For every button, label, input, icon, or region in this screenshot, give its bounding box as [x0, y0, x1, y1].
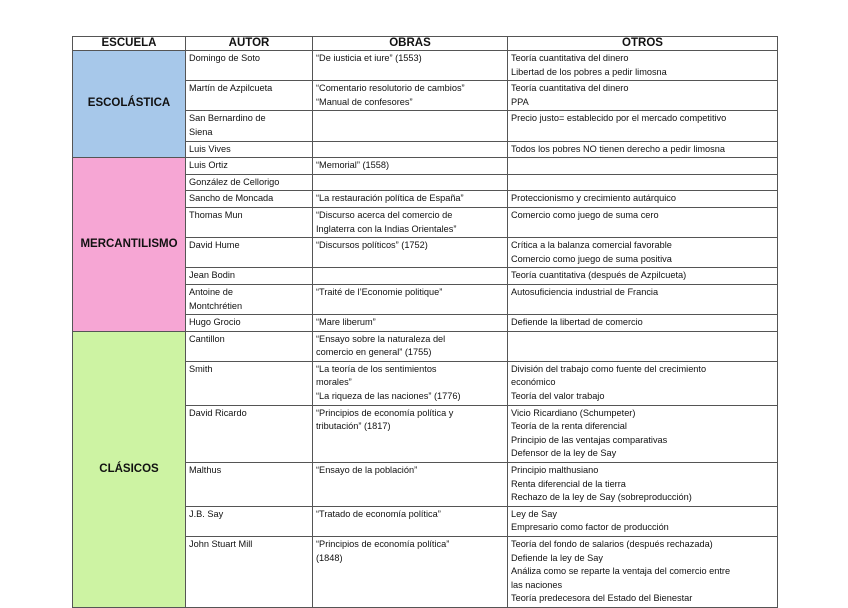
- other-line: Teoría cuantitativa del dinero: [511, 83, 629, 94]
- others-cell: [508, 207, 778, 237]
- author-line: Hugo Grocio: [189, 317, 241, 328]
- table-row: [73, 51, 778, 81]
- other-line: Defiende la libertad de comercio: [511, 317, 643, 328]
- table-row: [73, 158, 778, 175]
- others-cell: [508, 51, 778, 81]
- author-cell: [186, 405, 313, 462]
- work-line: “La riqueza de las naciones” (1776): [316, 391, 461, 402]
- work-line: “Ensayo sobre la naturaleza del: [316, 333, 446, 344]
- works-cell: [313, 51, 508, 81]
- others-cell: [508, 81, 778, 111]
- author-cell: [186, 207, 313, 237]
- author-line: Siena: [189, 126, 213, 137]
- other-line: Análiza como se reparte la ventaja del comercio entre: [511, 566, 731, 577]
- works-cell: [313, 537, 508, 608]
- author-line: Malthus: [189, 465, 222, 476]
- other-line: Rechazo de la ley de Say (sobreproducción): [511, 492, 692, 503]
- others-cell: [508, 191, 778, 208]
- author-line: Jean Bodin: [189, 270, 235, 281]
- others-cell: [508, 315, 778, 332]
- other-line: económico: [511, 377, 556, 388]
- author-cell: [186, 51, 313, 81]
- work-line: “Comentario resolutorio de cambios”: [316, 83, 465, 94]
- others-cell: [508, 268, 778, 285]
- school-name: MERCANTILISMO: [73, 158, 186, 332]
- work-line: “Memorial” (1558): [316, 160, 390, 171]
- author-line: Smith: [189, 363, 213, 374]
- author-line: Cantillon: [189, 333, 225, 344]
- others-cell: [508, 331, 778, 361]
- work-line: “Discursos políticos” (1752): [316, 240, 428, 251]
- works-cell: [313, 111, 508, 141]
- other-line: Teoría cuantitativa del dinero: [511, 53, 629, 63]
- other-line: Teoría predecesora del Estado del Bienestar: [511, 593, 693, 604]
- author-cell: [186, 284, 313, 314]
- other-line: Principio malthusiano: [511, 465, 599, 476]
- other-line: División del trabajo como fuente del crecimiento: [511, 363, 707, 374]
- author-cell: [186, 331, 313, 361]
- others-cell: [508, 361, 778, 405]
- work-line: “La restauración política de España”: [316, 193, 464, 204]
- work-line: Inglaterra con la Indias Orientales”: [316, 223, 457, 234]
- works-cell: [313, 315, 508, 332]
- other-line: Defensor de la ley de Say: [511, 448, 617, 459]
- works-cell: [313, 361, 508, 405]
- author-cell: [186, 537, 313, 608]
- other-line: Teoría del fondo de salarios (después rechazada): [511, 539, 713, 549]
- work-line: “De iusticia et iure” (1553): [316, 53, 422, 63]
- table-row: [73, 331, 778, 361]
- author-line: Montchrétien: [189, 300, 243, 311]
- header-row: [73, 37, 778, 51]
- author-cell: [186, 141, 313, 158]
- other-line: PPA: [511, 96, 529, 107]
- other-line: Ley de Say: [511, 508, 557, 519]
- header-otros: OTROS: [508, 37, 778, 51]
- other-line: Proteccionismo y crecimiento autárquico: [511, 193, 676, 204]
- author-cell: [186, 191, 313, 208]
- author-line: Martín de Azpilcueta: [189, 83, 273, 94]
- work-line: “Ensayo de la población”: [316, 465, 418, 476]
- others-cell: [508, 284, 778, 314]
- other-line: Teoría cuantitativa (después de Azpilcueta): [511, 270, 687, 281]
- work-line: “La teoría de los sentimientos: [316, 363, 437, 374]
- other-line: Principio de las ventajas comparativas: [511, 434, 668, 445]
- other-line: Teoría de la renta diferencial: [511, 421, 627, 432]
- author-line: Thomas Mun: [189, 209, 243, 220]
- works-cell: [313, 331, 508, 361]
- others-cell: [508, 463, 778, 507]
- works-cell: [313, 174, 508, 191]
- other-line: Todos los pobres NO tienen derecho a pedir limosna: [511, 143, 725, 154]
- work-line: “Tratado de economía política”: [316, 508, 441, 519]
- author-cell: [186, 463, 313, 507]
- school-name: CLÁSICOS: [73, 331, 186, 607]
- others-cell: [508, 506, 778, 536]
- other-line: Crítica a la balanza comercial favorable: [511, 240, 672, 251]
- author-line: Sancho de Moncada: [189, 193, 274, 204]
- works-cell: [313, 141, 508, 158]
- other-line: Precio justo= establecido por el mercado competitivo: [511, 113, 727, 124]
- works-cell: [313, 506, 508, 536]
- other-line: las naciones: [511, 579, 563, 590]
- author-cell: [186, 81, 313, 111]
- author-line: John Stuart Mill: [189, 539, 253, 549]
- other-line: Libertad de los pobres a pedir limosna: [511, 66, 667, 77]
- header-obras: OBRAS: [313, 37, 508, 51]
- works-cell: [313, 238, 508, 268]
- work-line: “Principios de economía política y: [316, 407, 454, 418]
- others-cell: [508, 141, 778, 158]
- other-line: Comercio como juego de suma cero: [511, 209, 659, 220]
- work-line: “Principios de economía política”: [316, 539, 450, 549]
- other-line: Vicio Ricardiano (Schumpeter): [511, 407, 636, 418]
- schools-table: [72, 36, 778, 608]
- header-escuela: ESCUELA: [73, 37, 186, 51]
- author-line: San Bernardino de: [189, 113, 266, 124]
- author-cell: [186, 238, 313, 268]
- works-cell: [313, 81, 508, 111]
- author-cell: [186, 158, 313, 175]
- author-cell: [186, 111, 313, 141]
- school-name: ESCOLÁSTICA: [73, 51, 186, 158]
- author-line: J.B. Say: [189, 508, 224, 519]
- author-cell: [186, 315, 313, 332]
- others-cell: [508, 238, 778, 268]
- other-line: Comercio como juego de suma positiva: [511, 253, 672, 264]
- author-line: David Ricardo: [189, 407, 247, 418]
- other-line: Teoría del valor trabajo: [511, 391, 605, 402]
- author-cell: [186, 506, 313, 536]
- others-cell: [508, 537, 778, 608]
- work-line: “Traité de l’Economie politique”: [316, 286, 443, 297]
- others-cell: [508, 174, 778, 191]
- work-line: tributación” (1817): [316, 421, 391, 432]
- author-cell: [186, 361, 313, 405]
- works-cell: [313, 191, 508, 208]
- author-line: Domingo de Soto: [189, 53, 260, 63]
- author-line: David Hume: [189, 240, 240, 251]
- author-line: González de Cellorigo: [189, 176, 280, 187]
- work-line: comercio en general” (1755): [316, 347, 432, 358]
- other-line: Autosuficiencia industrial de Francia: [511, 286, 659, 297]
- other-line: Empresario como factor de producción: [511, 522, 669, 533]
- work-line: “Manual de confesores”: [316, 96, 413, 107]
- works-cell: [313, 463, 508, 507]
- other-line: Renta diferencial de la tierra: [511, 478, 626, 489]
- author-cell: [186, 174, 313, 191]
- author-line: Luis Ortiz: [189, 160, 228, 171]
- table-header: [73, 37, 778, 51]
- author-line: Antoine de: [189, 286, 233, 297]
- other-line: Defiende la ley de Say: [511, 552, 603, 563]
- others-cell: [508, 111, 778, 141]
- work-line: “Discurso acerca del comercio de: [316, 209, 453, 220]
- author-line: Luis Vives: [189, 143, 231, 154]
- work-line: morales”: [316, 377, 352, 388]
- works-cell: [313, 268, 508, 285]
- works-cell: [313, 405, 508, 462]
- work-line: “Mare liberum”: [316, 317, 376, 328]
- others-cell: [508, 405, 778, 462]
- table-body: [73, 51, 778, 608]
- works-cell: [313, 207, 508, 237]
- author-cell: [186, 268, 313, 285]
- works-cell: [313, 284, 508, 314]
- others-cell: [508, 158, 778, 175]
- work-line: (1848): [316, 552, 343, 563]
- header-autor: AUTOR: [186, 37, 313, 51]
- works-cell: [313, 158, 508, 175]
